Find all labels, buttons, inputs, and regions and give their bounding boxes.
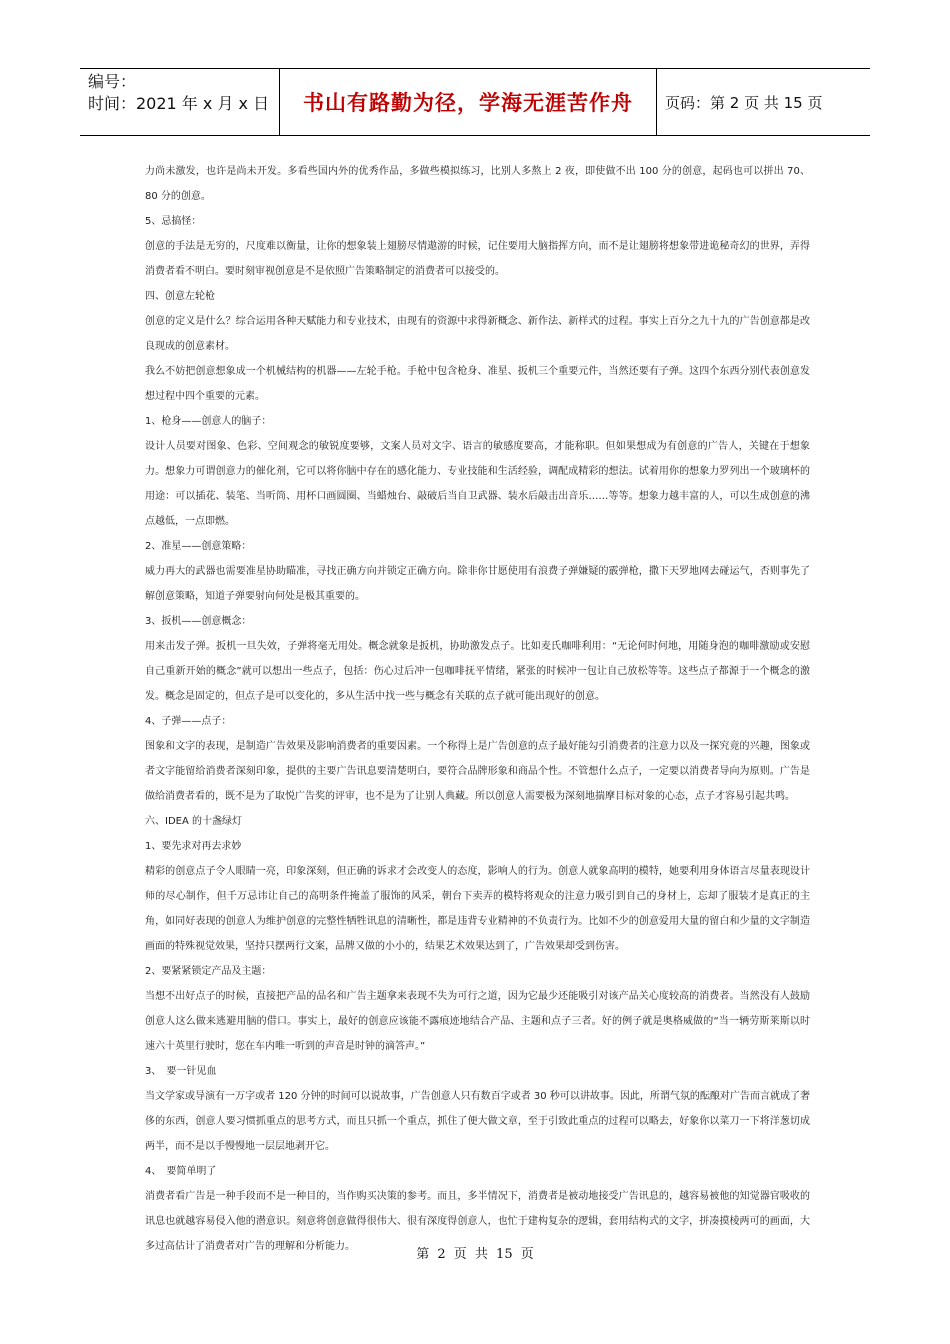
- section-heading: 3、 要一针见血: [145, 1066, 217, 1077]
- section-heading: 1、枪身——创意人的脑子：: [145, 416, 272, 427]
- header-page-info: 页码：第 2 页 共 15 页: [665, 93, 823, 112]
- section-heading: 5、忌搞怪：: [145, 216, 202, 227]
- section-heading: 1、要先求对再去求妙: [145, 841, 242, 852]
- section-heading: 4、 要简单明了: [145, 1166, 217, 1177]
- paragraph: 图象和文字的表现，是制造广告效果及影响消费者的重要因素。一个称得上是广告创意的点子最好能勾引消费者的注意力以及一探究竟的兴趣，图象或者文字能留给消费者深刻印象，提供的主要广告讯息要清楚明白，要符合品牌形象和商品个性。不管想什么点子，一定要以消费者导向为原则。广告是做给消费者看的，既不是为了取悦广告奖的评审，也不是为了让别人典藏。所以创意人需要极为深刻地揣摩目标对象的心态，点子才容易引起共鸣。: [145, 741, 810, 802]
- header-motto: 书山有路勤为径，学海无涯苦作舟: [280, 69, 657, 135]
- document-date: 时间：2021 年 x 月 x 日: [88, 94, 270, 113]
- section-heading: 3、扳机——创意概念：: [145, 616, 252, 627]
- section-heading: 四、创意左轮枪: [145, 291, 215, 302]
- paragraph: 当想不出好点子的时候，直接把产品的品名和广告主题拿来表现不失为可行之道，因为它最少还能吸引对该产品关心度较高的消费者。当然没有人鼓励创意人这么做来逃避用脑的借口。事实上，最好的创意应该能不露痕迹地结合产品、主题和点子三者。好的例子就是奥格威做的“当一辆劳斯莱斯以时速六十英里行驶时，您在车内唯一听到的声音是时钟的滴答声。”: [145, 991, 810, 1052]
- document-number-label: 编号：: [88, 72, 137, 91]
- page-footer: 第 2 页 共 15 页: [416, 1247, 534, 1262]
- paragraph: 消费者看广告是一种手段而不是一种目的，当作购买决策的参考。而且，多半情况下，消费者是被动地接受广告讯息的，越容易被他的知觉器官吸收的讯息也就越容易侵入他的潜意识。刻意将创意做得很伟大、很有深度得创意人，也忙于建构复杂的逻辑，套用结构式的文字，拼凑摸棱两可的画面，大多过高估计了消费者对广告的理解和分析能力。: [145, 1191, 810, 1252]
- paragraph: 精彩的创意点子令人眼睛一亮，印象深刻，但正确的诉求才会改变人的态度，影响人的行为。创意人就象高明的模特，她要利用身体语言尽量表现设计师的尽心制作，但千万忌讳让自己的高明条件掩盖了服饰的风采，朝台下卖弄的模特将观众的注意力吸引到自己的身材上，忘却了服装才是真正的主角，如同好表现的创意人为维护创意的完整性牺牲讯息的清晰性，都是违背专业精神的不负责行为。比如不少的创意爱用大量的留白和少量的文字制造画面的特殊视觉效果，坚持只摆两行文案，品牌又做的小小的，结果艺术效果达到了，广告效果却受到伤害。: [145, 866, 810, 952]
- section-heading: 六、IDEA 的十盏绿灯: [145, 816, 242, 827]
- section-heading: 2、要紧紧锁定产品及主题：: [145, 966, 272, 977]
- paragraph: 威力再大的武器也需要准星协助瞄准，寻找正确方向并锁定正确方向。除非你甘愿使用有浪费子弹嫌疑的霰弹枪，撒下天罗地网去碰运气，否则事先了解创意策略，知道子弹要射向何处是极其重要的。: [145, 566, 810, 602]
- paragraph: 设计人员要对图象、色彩、空间观念的敏锐度要够，文案人员对文字、语言的敏感度要高，才能称职。但如果想成为有创意的广告人，关键在于想象力。想象力可谓创意力的催化剂，它可以将你脑中存在的感化能力、专业技能和生活经验，调配成精彩的想法。试着用你的想象力罗列出一个玻璃杯的用途：可以插花、装笔、当听筒、用杯口画圆圈、当蜡烛台、敲破后当自卫武器、装水后敲击出音乐……等等。想象力越丰富的人，可以生成创意的沸点越低，一点即燃。: [145, 441, 810, 527]
- paragraph: 创意的定义是什么？综合运用各种天赋能力和专业技术，由现有的资源中求得新概念、新作法、新样式的过程。事实上百分之九十九的广告创意都是改良现成的创意素材。: [145, 316, 810, 352]
- section-heading: 2、准星——创意策略：: [145, 541, 252, 552]
- paragraph: 创意的手法是无穷的，尺度难以衡量，让你的想象装上翅膀尽情遨游的时候，记住要用大脑指挥方向，而不是让翅膀将想象带进诡秘奇幻的世界，弄得消费者看不明白。要时刻审视创意是不是依照广告策略制定的消费者可以接受的。: [145, 241, 810, 277]
- page-header: [80, 68, 870, 136]
- section-heading: 4、子弹——点子：: [145, 716, 232, 727]
- paragraph: 力尚未激发，也许是尚未开发。多看些国内外的优秀作品，多做些模拟练习，比别人多熬上 2 夜，即使做不出 100 分的创意，起码也可以拼出 70、80 分的创意。: [145, 166, 810, 202]
- paragraph: 当文学家或导演有一万字或者 120 分钟的时间可以说故事，广告创意人只有数百字或者 30 秒可以讲故事。因此，所谓气氛的酝酿对广告而言就成了奢侈的东西，创意人要习惯抓重点的思考方式，而且只抓一个重点，抓住了便大做文章，至于引致此重点的过程可以略去，好象你以菜刀一下将洋葱切成两半，而不是以手慢慢地一层层地剥开它。: [145, 1091, 810, 1152]
- paragraph: 用来击发子弹。扳机一旦失效，子弹将毫无用处。概念就象是扳机，协助激发点子。比如麦氏咖啡利用：“无论何时何地，用随身泡的咖啡激励或安慰自己重新开始的概念”就可以想出一些点子，包括：伤心过后冲一包咖啡抚平情绪，紧张的时候冲一包让自己放松等等。这些点子都源于一个概念的激发。概念是固定的，但点子是可以变化的，多从生活中找一些与概念有关联的点子就可能出现好的创意。: [145, 641, 810, 702]
- document-body: [145, 159, 810, 1259]
- paragraph: 我么不妨把创意想象成一个机械结构的机器——左轮手枪。手枪中包含枪身、准星、扳机三个重要元件，当然还要有子弹。这四个东西分别代表创意发想过程中四个重要的元素。: [145, 366, 810, 402]
- header-meta: [80, 69, 280, 135]
